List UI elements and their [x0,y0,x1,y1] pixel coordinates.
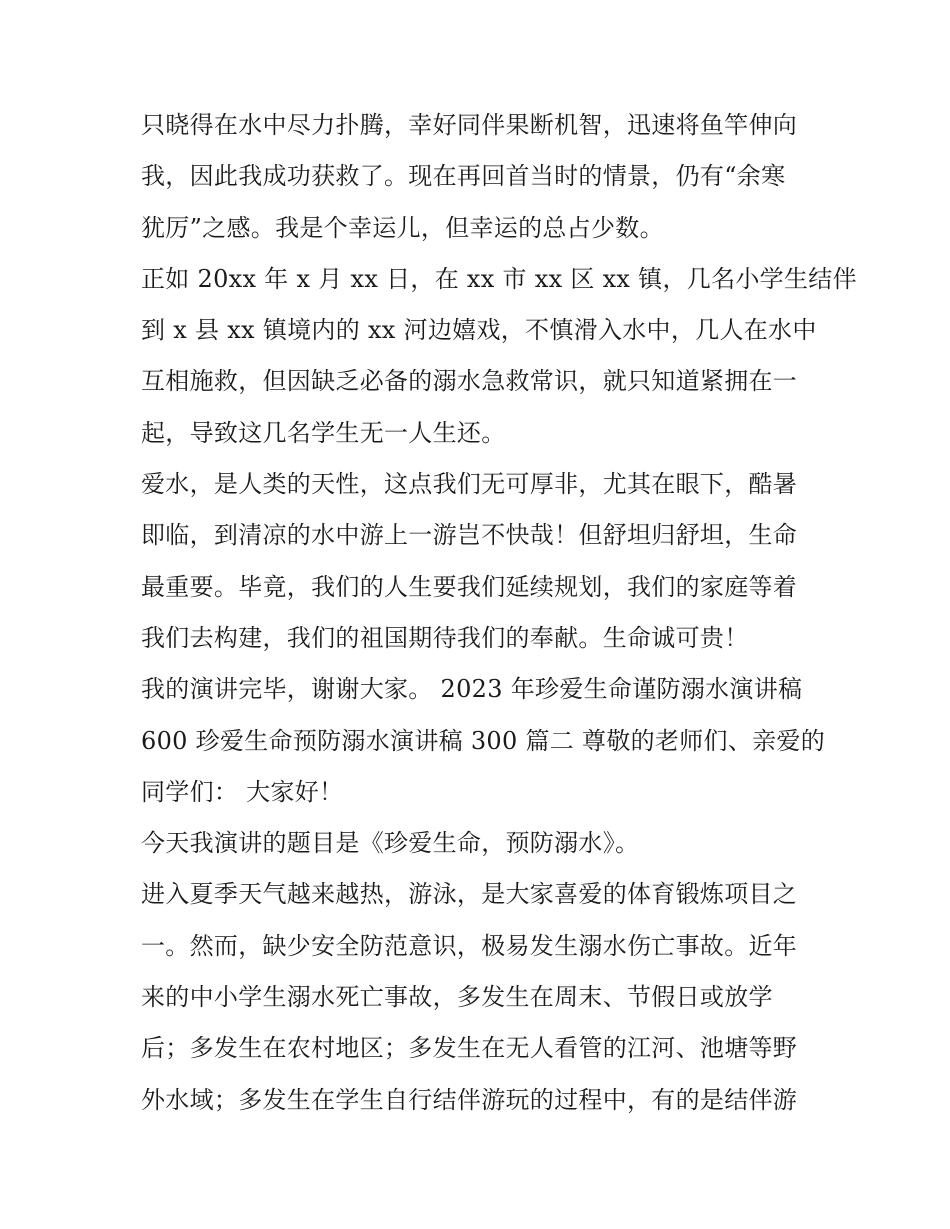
text-line: 600 珍爱生命预防溺水演讲稿 300 篇二 尊敬的老师们、亲爱的 [141,726,826,755]
text-line: 互相施救，但因缺乏必备的溺水急救常识，就只知道紧拥在一 [141,367,798,396]
text-line: 我们去构建，我们的祖国期待我们的奉献。生命诚可贵！ [141,623,749,652]
text-line: 同学们： 大家好！ [141,777,344,806]
text-line: 只晓得在水中尽力扑腾，幸好同伴果断机智，迅速将鱼竿伸向 [141,111,798,139]
text-line: 即临，到清凉的水中游上一游岂不快哉！但舒坦归舒坦，生命 [141,521,798,550]
text-line: 犹厉”之感。我是个幸运儿，但幸运的总占少数。 [141,213,664,242]
text-line: 到 x 县 xx 镇境内的 xx 河边嬉戏，不慎滑入水中，几人在水中 [141,316,817,345]
text-line: 起，导致这几名学生无一人生还。 [141,418,506,447]
text-line: 一。然而，缺少安全防范意识，极易发生溺水伤亡事故。近年 [141,931,798,960]
text-line: 今天我演讲的题目是《珍爱生命，预防溺水》。 [141,829,640,858]
text-line: 我，因此我成功获救了。现在再回首当时的情景，仍有“余寒 [141,162,786,191]
document-body [141,100,857,1126]
text-line: 后；多发生在农村地区；多发生在无人看管的江河、池塘等野 [141,1034,798,1063]
text-line: 正如 20xx 年 x 月 xx 日，在 xx 市 xx 区 xx 镇，几名小学生结伴 [141,264,857,293]
text-line: 爱水，是人类的天性，这点我们无可厚非，尤其在眼下，酷暑 [141,470,798,499]
text-line: 最重要。毕竟，我们的人生要我们延续规划，我们的家庭等着 [141,572,798,601]
text-line: 我的演讲完毕，谢谢大家。 2023 年珍爱生命谨防溺水演讲稿 [141,675,803,704]
text-line: 进入夏季天气越来越热，游泳，是大家喜爱的体育锻炼项目之 [141,880,798,909]
text-line: 外水域；多发生在学生自行结伴游玩的过程中，有的是结伴游 [141,1085,798,1114]
text-line: 来的中小学生溺水死亡事故，多发生在周末、节假日或放学 [141,983,773,1012]
